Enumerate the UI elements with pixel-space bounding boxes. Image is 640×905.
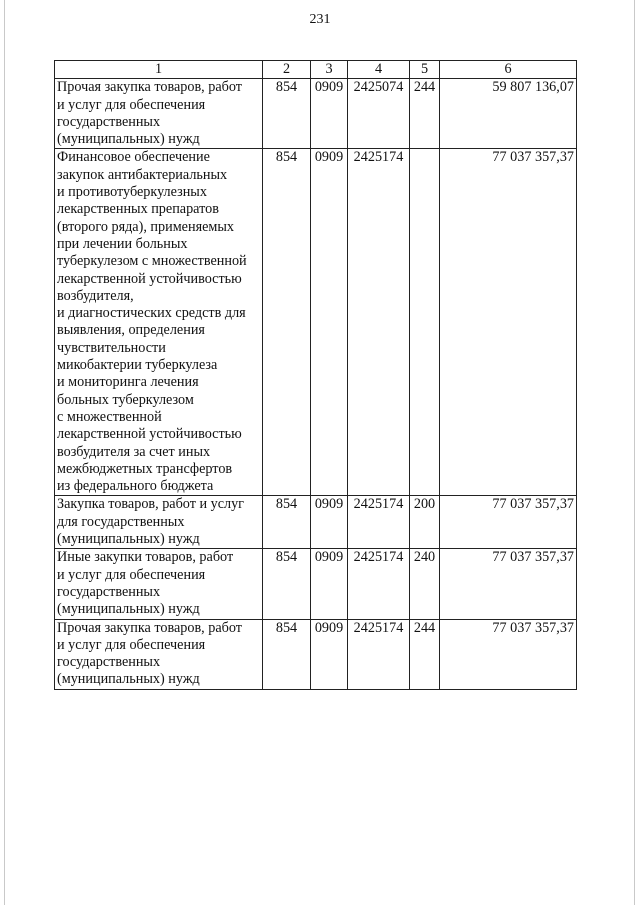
column-header: 1 [55, 61, 263, 79]
description-line: Прочая закупка товаров, работ [57, 79, 242, 96]
description-line: и услуг для обеспечения [57, 566, 206, 583]
amount-value: 77 037 357,37 [440, 619, 577, 689]
description-line: государственных [57, 113, 161, 130]
row-description [55, 149, 263, 496]
description-line: из федерального бюджета [57, 478, 214, 495]
table-row [55, 496, 577, 549]
expense-type-code: 200 [410, 496, 440, 549]
description-line: (муниципальных) нужд [57, 601, 200, 618]
description-line: Финансовое обеспечение [57, 149, 210, 166]
table-row [55, 549, 577, 619]
description-line: (муниципальных) нужд [57, 531, 200, 548]
description-line: лекарственной устойчивостью [57, 426, 242, 443]
description-line: и мониторинга лечения [57, 374, 199, 391]
amount-value: 77 037 357,37 [440, 496, 577, 549]
description-line: при лечении больных [57, 235, 188, 252]
header-row [55, 61, 577, 79]
description-line: межбюджетных трансфертов [57, 460, 233, 477]
row-description [55, 79, 263, 149]
description-line: лекарственной устойчивостью [57, 270, 242, 287]
page-number: 231 [309, 12, 331, 27]
ministry-code: 854 [263, 496, 311, 549]
description-line: и противотуберкулезных [57, 184, 207, 201]
table-row [55, 79, 577, 149]
description-line: возбудителя, [57, 287, 134, 304]
section-code: 0909 [311, 496, 348, 549]
description-line: Прочая закупка товаров, работ [57, 619, 242, 636]
table-row [55, 619, 577, 689]
column-header: 5 [410, 61, 440, 79]
description-line: больных туберкулезом [57, 391, 194, 408]
description-line: Иные закупки товаров, работ [57, 549, 234, 566]
section-code: 0909 [311, 549, 348, 619]
expense-type-code: 244 [410, 619, 440, 689]
description-line: (муниципальных) нужд [57, 131, 200, 148]
table-row [55, 149, 577, 496]
description-line: выявления, определения [57, 322, 205, 339]
ministry-code: 854 [263, 549, 311, 619]
row-description [55, 619, 263, 689]
row-description [55, 549, 263, 619]
ministry-code: 854 [263, 619, 311, 689]
description-line: чувствительности [57, 339, 166, 356]
description-line: для государственных [57, 513, 185, 530]
amount-value: 77 037 357,37 [440, 549, 577, 619]
scan-edge-right [634, 0, 635, 905]
description-line: туберкулезом с множественной [57, 253, 247, 270]
section-code: 0909 [311, 79, 348, 149]
expense-type-code: 244 [410, 79, 440, 149]
target-article-code: 2425174 [348, 619, 410, 689]
description-line: и диагностических средств для [57, 305, 246, 322]
description-line: государственных [57, 654, 161, 671]
target-article-code: 2425074 [348, 79, 410, 149]
description-line: (второго ряда), применяемых [57, 218, 234, 235]
section-code: 0909 [311, 619, 348, 689]
section-code: 0909 [311, 149, 348, 496]
target-article-code: 2425174 [348, 549, 410, 619]
target-article-code: 2425174 [348, 149, 410, 496]
ministry-code: 854 [263, 149, 311, 496]
description-line: лекарственных препаратов [57, 201, 219, 218]
description-line: закупок антибактериальных [57, 166, 228, 183]
scan-edge-left [4, 0, 5, 905]
column-header: 6 [440, 61, 577, 79]
amount-value: 77 037 357,37 [440, 149, 577, 496]
amount-value: 59 807 136,07 [440, 79, 577, 149]
description-line: возбудителя за счет иных [57, 443, 211, 460]
column-header: 4 [348, 61, 410, 79]
description-line: государственных [57, 583, 161, 600]
column-header: 2 [263, 61, 311, 79]
description-line: и услуг для обеспечения [57, 96, 206, 113]
description-line: микобактерии туберкулеза [57, 357, 218, 374]
description-line: (муниципальных) нужд [57, 671, 200, 688]
row-description [55, 496, 263, 549]
column-header: 3 [311, 61, 348, 79]
expense-type-code: 240 [410, 549, 440, 619]
expense-type-code [410, 149, 440, 496]
description-line: с множественной [57, 408, 162, 425]
budget-table [54, 60, 577, 690]
target-article-code: 2425174 [348, 496, 410, 549]
description-line: Закупка товаров, работ и услуг [57, 496, 244, 513]
ministry-code: 854 [263, 79, 311, 149]
description-line: и услуг для обеспечения [57, 636, 206, 653]
